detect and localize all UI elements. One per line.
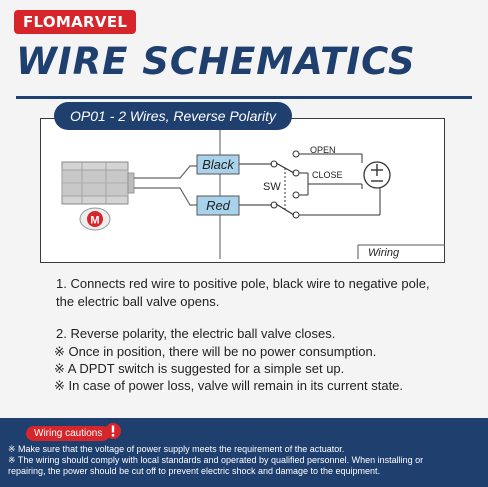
red-wire-label: Red <box>206 198 230 213</box>
black-wire-label: Black <box>202 157 234 172</box>
caution-item: ※ The wiring should comply with local standards and operated by qualified personnel. When installing or <box>8 455 424 465</box>
option-tag: OP01 - 2 Wires, Reverse Polarity <box>54 102 292 130</box>
actuator-icon <box>62 162 134 230</box>
power-source-icon <box>364 162 390 188</box>
wiring-corner-label: Wiring <box>368 247 400 259</box>
cautions-badge: Wiring cautions <box>26 426 110 441</box>
note-item: ※ In case of power loss, valve will remain in its current state. <box>54 378 404 393</box>
open-label: OPEN <box>310 145 336 155</box>
instruction-open: 1. Connects red wire to positive pole, black wire to negative pole, the electric ball valve opens. <box>56 276 430 309</box>
title-underline <box>16 96 472 99</box>
red-wire-lead <box>134 188 200 205</box>
note-item: ※ A DPDT switch is suggested for a simple set up. <box>54 361 345 376</box>
page-title: WIRE SCHEMATICS <box>16 40 416 83</box>
wiring-diagram <box>40 118 445 263</box>
brand-logo: FLOMARVEL <box>14 10 136 34</box>
warning-icon <box>104 422 122 440</box>
note-item: ※ Once in position, there will be no power consumption. <box>54 344 377 359</box>
motor-label: M <box>90 214 100 227</box>
instruction-close: 2. Reverse polarity, the electric ball valve closes. <box>56 326 336 341</box>
caution-item: ※ Make sure that the voltage of power supply meets the requirement of the actuator. <box>8 444 345 454</box>
switch-label: SW <box>263 181 281 193</box>
caution-item: repairing, the power should be cut off to prevent electric shock and damage to the equipment. <box>8 466 381 476</box>
close-label: CLOSE <box>312 170 343 180</box>
black-wire-lead <box>134 166 200 178</box>
